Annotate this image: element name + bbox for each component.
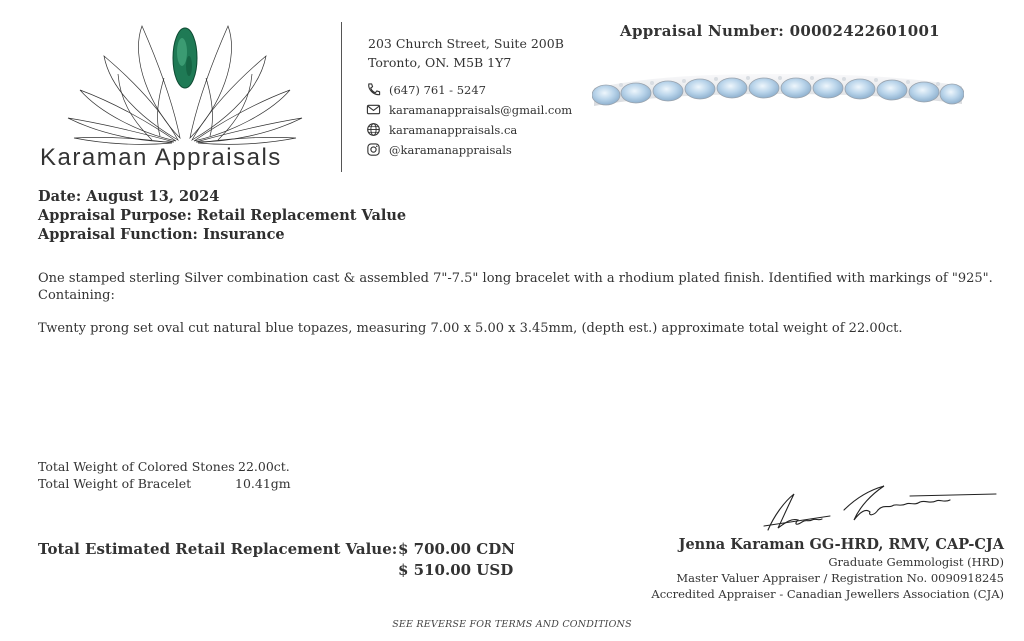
gem-fan-logo-icon	[60, 18, 310, 148]
phone-row	[366, 82, 486, 97]
email-row[interactable]	[366, 102, 572, 117]
appraiser-title-accreditation: Accredited Appraiser - Canadian Jewellers Association (CJA)	[651, 587, 1004, 601]
total-value-usd: $ 510.00 USD	[398, 561, 514, 579]
globe-icon	[366, 122, 381, 137]
colored-stones-value: 22.00ct.	[238, 459, 290, 474]
description-line2: Containing:	[38, 288, 115, 303]
description-line1: One stamped sterling Silver combination cast & assembled 7"-7.5" long bracelet with a rhodium plated finish. Identified with markings of "925".	[38, 271, 993, 286]
website-row[interactable]	[366, 122, 517, 137]
bracelet-weight-row	[38, 476, 338, 492]
appraisal-date: Date: August 13, 2024	[38, 188, 220, 205]
terms-footer-note: SEE REVERSE FOR TERMS AND CONDITIONS	[392, 619, 632, 630]
appraisal-number: Appraisal Number: 00002422601001	[620, 22, 940, 40]
header-divider	[341, 22, 342, 172]
total-value-cdn: $ 700.00 CDN	[398, 540, 515, 558]
appraiser-title-gemmologist: Graduate Gemmologist (HRD)	[828, 555, 1004, 569]
website-link[interactable]: karamanappraisals.ca	[389, 122, 518, 137]
appraiser-title-registration: Master Valuer Appraiser / Registration No. 0090918245	[676, 571, 1004, 585]
colored-stones-label: Total Weight of Colored Stones	[38, 459, 235, 474]
company-name: Karaman Appraisals	[40, 144, 282, 171]
appraisal-purpose: Appraisal Purpose: Retail Replacement Value	[38, 207, 407, 224]
address-line1: 203 Church Street, Suite 200B	[368, 36, 564, 51]
email-link[interactable]: karamanappraisals@gmail.com	[389, 102, 573, 117]
appraiser-signature	[760, 476, 1000, 538]
bracelet-weight-value: 10.41gm	[235, 476, 291, 491]
phone-number: (647) 761 - 5247	[389, 82, 486, 97]
phone-icon	[366, 82, 381, 97]
description-stones: Twenty prong set oval cut natural blue topazes, measuring 7.00 x 5.00 x 3.45mm, (depth est.) approximate total weight of 22.00ct.	[38, 321, 903, 336]
instagram-handle[interactable]: @karamanappraisals	[389, 142, 512, 157]
address-line2: Toronto, ON. M5B 1Y7	[368, 55, 512, 70]
appraiser-name: Jenna Karaman GG-HRD, RMV, CAP-CJA	[678, 536, 1004, 553]
bracelet-weight-label: Total Weight of Bracelet	[38, 476, 192, 491]
instagram-icon	[366, 142, 381, 157]
envelope-icon	[366, 102, 381, 117]
instagram-row[interactable]	[366, 142, 512, 157]
bracelet-image	[592, 62, 964, 122]
total-value-label: Total Estimated Retail Replacement Value:	[38, 540, 398, 558]
appraisal-function: Appraisal Function: Insurance	[38, 226, 285, 243]
colored-stones-weight-row	[38, 459, 338, 475]
